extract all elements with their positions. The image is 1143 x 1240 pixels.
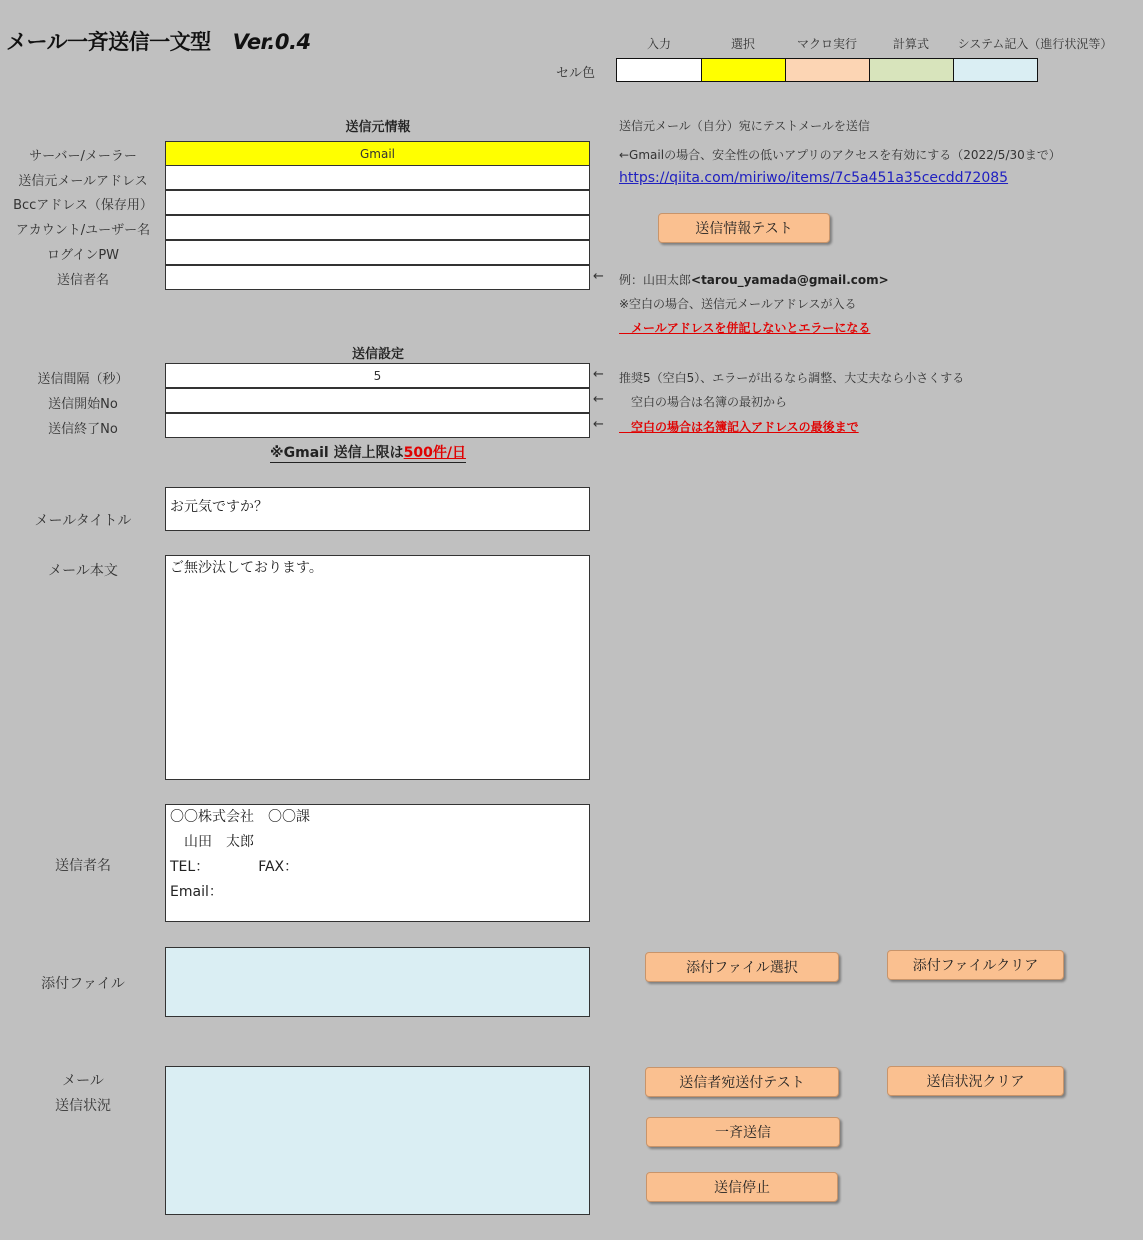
sender-name-field[interactable] [165, 265, 590, 290]
legend-formula-label: 計算式 [892, 37, 929, 51]
interval-field[interactable]: 5 [165, 363, 590, 388]
mail-title-input[interactable]: お元気ですか？ [165, 487, 590, 531]
clear-status-button[interactable]: 送信状況クリア [887, 1066, 1064, 1096]
account-field[interactable] [165, 215, 590, 240]
status-label-line2: 送信状況 [55, 1098, 111, 1114]
example-email: <tarou_yamada@gmail.com> [691, 273, 889, 287]
gmail-limit-note [270, 442, 466, 463]
legend-system-swatch [953, 58, 1038, 82]
select-attachment-button[interactable]: 添付ファイル選択 [645, 952, 839, 982]
end-no-field[interactable] [165, 413, 590, 438]
signature-label: 送信者名 [55, 858, 111, 874]
legend-macro-swatch [785, 58, 870, 82]
stop-send-button[interactable]: 送信停止 [646, 1172, 838, 1202]
example-prefix: 例：山田太郎 [619, 273, 692, 287]
app-title: メール一斉送信一文型 [6, 30, 211, 54]
example-note [619, 271, 889, 288]
clear-attachment-button[interactable]: 添付ファイルクリア [887, 950, 1064, 980]
legend-input-label: 入力 [646, 37, 671, 51]
blank-note: ※空白の場合、送信元メールアドレスが入る [619, 297, 857, 311]
send-status-display [165, 1066, 590, 1215]
interval-label: 送信間隔（秒） [37, 372, 129, 387]
start-no-label: 送信開始No [48, 397, 118, 412]
end-no-label: 送信終了No [48, 422, 118, 437]
legend-select-swatch [701, 58, 786, 82]
legend-input-swatch [616, 58, 702, 82]
legend-system-label: システム記入（進行状況等） [957, 37, 1113, 51]
send-test-button[interactable]: 送信者宛送付テスト [645, 1067, 839, 1097]
gmail-note: ←Gmailの場合、安全性の低いアプリのアクセスを有効にする（2022/5/30まで） [619, 148, 1061, 162]
mail-body-input[interactable]: ご無沙汰しております。 [165, 555, 590, 780]
password-label: ログインPW [46, 248, 120, 263]
password-field[interactable] [165, 240, 590, 265]
arrow-interval: ← [593, 367, 604, 382]
server-select[interactable]: Gmail [165, 141, 590, 166]
arrow-sender-name: ← [593, 269, 604, 284]
mail-body-label: メール本文 [48, 563, 118, 579]
sender-email-label: 送信元メールアドレス [18, 174, 148, 189]
error-note: メールアドレスを併記しないとエラーになる [619, 321, 871, 335]
legend-select-label: 選択 [730, 37, 755, 51]
legend-formula-swatch [869, 58, 954, 82]
account-label: アカウント/ユーザー名 [15, 223, 151, 238]
cell-color-label: セル色 [556, 66, 596, 81]
sender-name-label: 送信者名 [56, 273, 109, 288]
bcc-field[interactable] [165, 190, 590, 215]
end-note: 空白の場合は名簿記入アドレスの最後まで [619, 420, 859, 434]
arrow-start: ← [593, 392, 604, 407]
bulk-send-button[interactable]: 一斉送信 [646, 1117, 840, 1147]
version-label: Ver.0.4 [232, 30, 311, 54]
status-label-line1: メール [62, 1073, 104, 1089]
server-label: サーバー/メーラー [29, 149, 137, 164]
gmail-limit-prefix: ※Gmail 送信上限は [270, 445, 404, 461]
bcc-label: Bccアドレス（保存用） [13, 198, 153, 213]
sender-info-heading: 送信元情報 [345, 120, 411, 135]
mail-title-label: メールタイトル [34, 513, 132, 529]
interval-note: 推奨5（空白5）、エラーが出るなら調整、大丈夫なら小さくする [619, 371, 965, 385]
sender-email-field[interactable] [165, 165, 590, 190]
send-settings-heading: 送信設定 [351, 347, 404, 362]
test-mail-note: 送信元メール（自分）宛にテストメールを送信 [619, 119, 870, 133]
signature-input[interactable]: 〇〇株式会社 〇〇課 山田 太郎 TEL： FAX： Email： [165, 804, 590, 922]
page-title [6, 26, 311, 56]
attachment-label: 添付ファイル [41, 976, 125, 992]
gmail-limit-value: 500件/日 [403, 445, 466, 461]
legend-macro-label: マクロ実行 [796, 37, 857, 51]
arrow-end: ← [593, 417, 604, 432]
start-no-field[interactable] [165, 388, 590, 413]
qiita-link[interactable]: https://qiita.com/miriwo/items/7c5a451a35cecdd72085 [619, 170, 1009, 186]
attachment-display [165, 947, 590, 1017]
test-info-button[interactable]: 送信情報テスト [658, 213, 830, 243]
start-note: 空白の場合は名簿の最初から [619, 395, 788, 409]
